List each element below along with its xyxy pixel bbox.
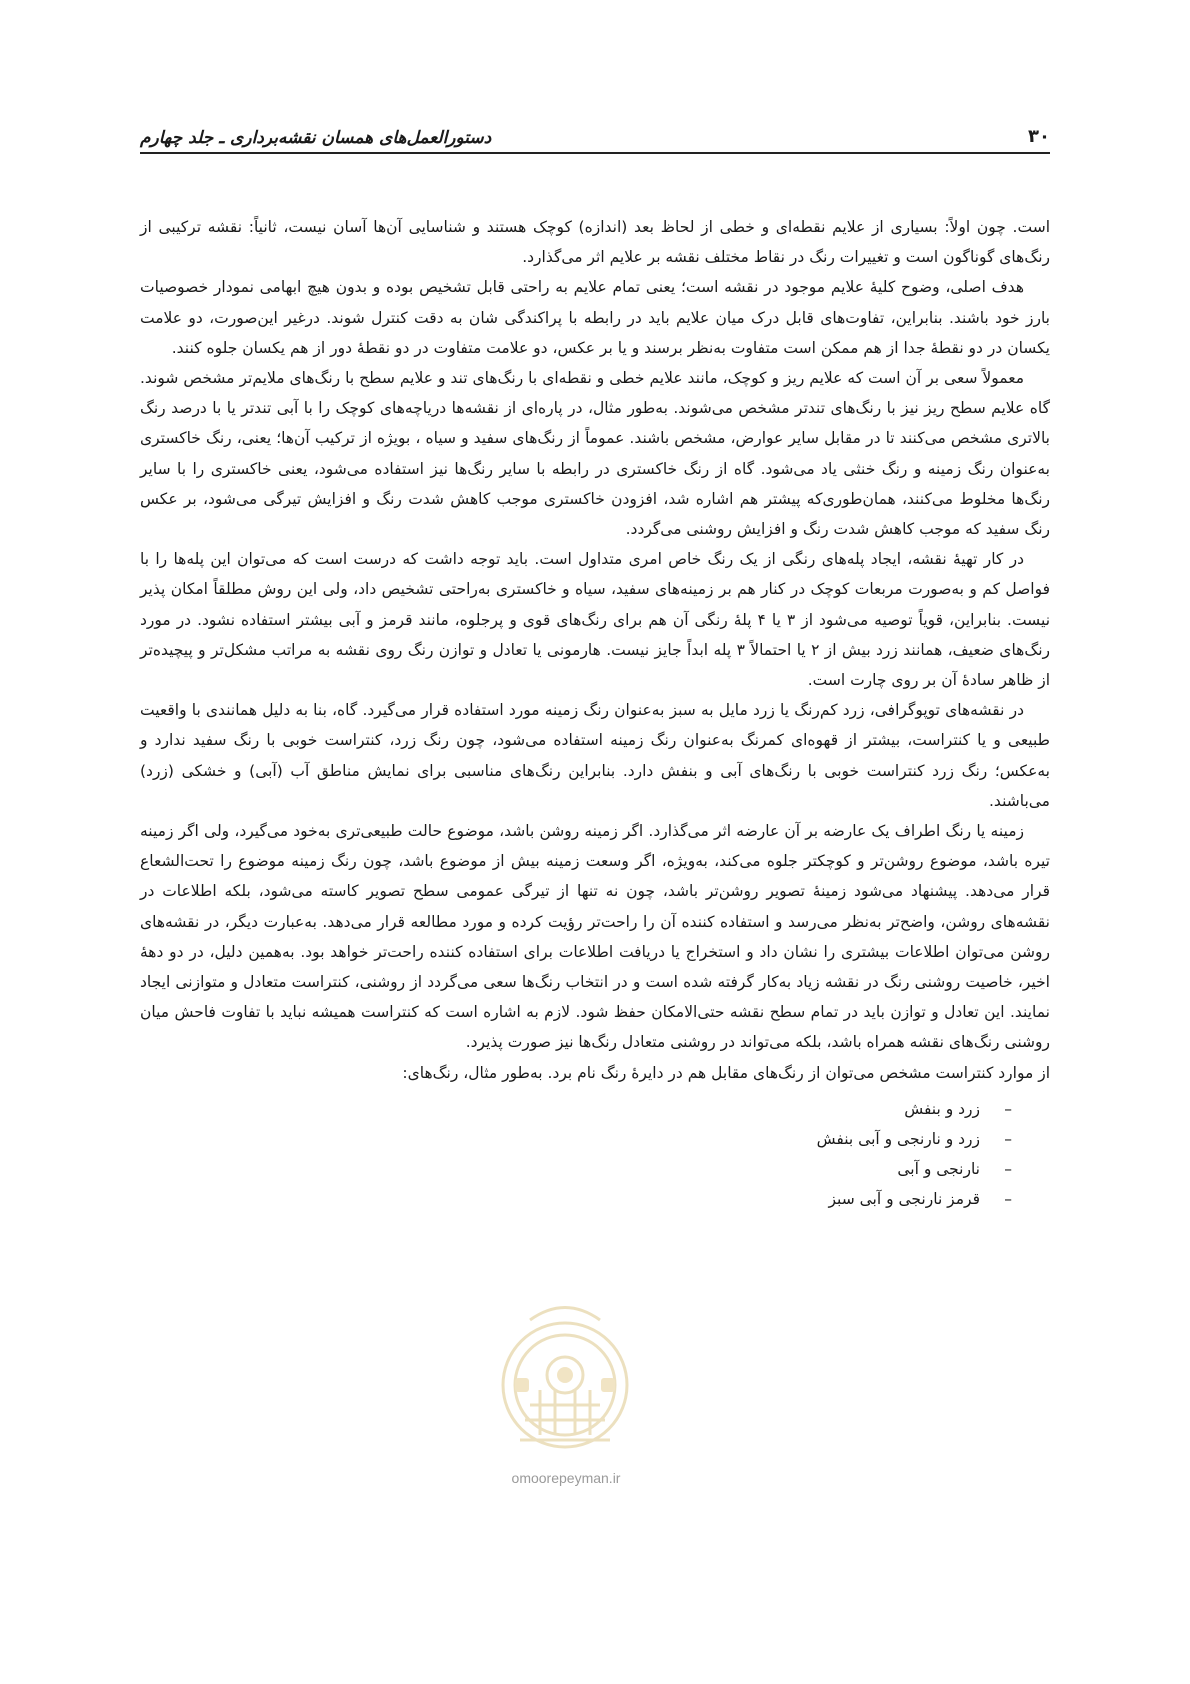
list-item-text: نارنجی و آبی — [897, 1159, 980, 1178]
list-item — [140, 1124, 1012, 1154]
list-dash: – — [1004, 1159, 1012, 1178]
list-item — [140, 1094, 1012, 1124]
list-item — [140, 1184, 1012, 1214]
paragraph-1: است. چون اولاً: بسیاری از علایم نقطه‌ای و خطی از لحاظ بعد (اندازه) کوچک هستند و شناسایی آن‌ها آسان نیست، ثانیاً: نقشه ترکیبی از رنگ‌های گوناگون است و تغییرات رنگ در نقاط مختلف نقشه بر علایم اثر می‌گذارد. — [140, 218, 1050, 267]
header-divider — [140, 152, 1050, 154]
list-dash: – — [1004, 1099, 1012, 1118]
paragraph-3: معمولاً سعی بر آن است که علایم ریز و کوچک، مانند علایم خطی و نقطه‌ای با رنگ‌های تند و علایم سطح با رنگ‌های ملایم‌تر مشخص شوند. گاه علایم سطح ریز نیز با رنگ‌های تندتر مشخص می‌شوند. به‌طور مثال، در پاره‌ای از نقشه‌ها دریاچه‌های کوچک را با آبی تندتر یا با درصد رنگ بالاتری مشخص می‌کنند تا در مقابل سایر عوارض، مشخص باشند. عموماً از رنگ‌های سفید و سیاه ، بویژه از ترکیب آن‌ها؛ یعنی، رنگ خاکستری به‌عنوان رنگ زمینه و رنگ خنثی یاد می‌شود. گاه از رنگ خاکستری در رابطه با سایر رنگ‌ها نیز استفاده می‌شود، یعنی خاکستری را با سایر رنگ‌ها مخلوط می‌کنند، همان‌طوری‌که پیشتر هم اشاره شد، افزودن خاکستری موجب کاهش شدت رنگ و افزایش تیرگی می‌شود، بر عکس رنگ سفید که موجب کاهش شدت رنگ و افزایش روشنی می‌گردد. — [140, 369, 1050, 539]
color-pairs-list — [140, 1094, 1050, 1214]
page-number: ۳۰ — [1028, 126, 1050, 147]
watermark-logo-icon — [490, 1290, 640, 1460]
paragraph-6: زمینه یا رنگ اطراف یک عارضه بر آن عارضه اثر می‌گذارد. اگر زمینه روشن باشد، موضوع حالت طبیعی‌تری به‌خود می‌گیرد، ولی اگر زمینه تیره باشد، موضوع روشن‌تر و کوچکتر جلوه می‌کند، به‌ویژه، اگر وسعت زمینه بیش از موضوع باشد، چون رنگ زمینه موضوع را تحت‌الشعاع قرار می‌دهد. پیشنهاد می‌شود زمینهٔ تصویر روشن‌تر باشد، چون نه تنها از تیرگی عمومی سطح تصویر کاسته می‌شود، بلکه اطلاعات در نقشه‌های روشن، واضح‌تر به‌نظر می‌رسد و استفاده کننده آن را راحت‌تر رؤیت کرده و مورد مطالعه قرار می‌دهد. به‌عبارت دیگر، در نقشه‌های روشن می‌توان اطلاعات بیشتری را نشان داد و استخراج یا دریافت اطلاعات برای استفاده کننده راحت‌تر خواهد بود. به‌همین دلیل، در دو دههٔ اخیر، خاصیت روشنی رنگ در نقشه زیاد به‌کار گرفته شده است و در انتخاب رنگ‌ها سعی می‌گردد از روشنی، کنتراست متعادل و متوازنی ایجاد نمایند. این تعادل و توازن باید در تمام سطح نقشه حتی‌الامکان حفظ شود. لازم به اشاره است که کنتراست همیشه نباید با تفاوت فاحش میان روشنی رنگ‌های نقشه همراه باشد، بلکه می‌تواند در روشنی متعادل رنگ‌ها نیز صورت پذیرد. — [140, 822, 1050, 1052]
paragraph-2: هدف اصلی، وضوح کلیهٔ علایم موجود در نقشه است؛ یعنی تمام علایم به راحتی قابل تشخیص بوده و بدون هیچ ابهامی نمودار خصوصیات بارز خود باشند. بنابراین، تفاوت‌های قابل درک میان علایم باید در رابطه با پراکندگی شان به دقت کنترل شوند. درغیر این‌صورت، دو علامت یکسان در دو نقطهٔ جدا از هم ممکن است متفاوت به‌نظر برسند و یا بر عکس، دو علامت متفاوت در دو نقطهٔ دور از هم یکسان جلوه کنند. — [140, 278, 1050, 357]
paragraph-4: در کار تهیهٔ نقشه، ایجاد پله‌های رنگی از یک رنگ خاص امری متداول است. باید توجه داشت که درست است که می‌توان این پله‌ها را با فواصل کم و به‌صورت مربعات کوچک در کنار هم بر زمینه‌های سفید، سیاه و خاکستری به‌راحتی تشخیص داد، ولی این روش مطلقاً امکان پذیر نیست. بنابراین، قویاً توصیه می‌شود از ۳ یا ۴ پلهٔ رنگی آن هم برای رنگ‌های قوی و پرجلوه، مانند قرمز و آبی بیشتر استفاده نشود. در مورد رنگ‌های ضعیف، همانند زرد بیش از ۲ یا احتمالاً ۳ پله ابداً جایز نیست. هارمونی یا تعادل و توازن رنگ روی نقشه به مراتب مشکل‌تر و پیچیده‌تر از ظاهر سادهٔ آن بر روی چارت است. — [140, 550, 1051, 690]
list-item — [140, 1154, 1012, 1184]
list-dash: – — [1004, 1189, 1012, 1208]
running-title: دستورالعمل‌های همسان نقشه‌برداری ـ جلد چهارم — [140, 128, 492, 148]
watermark-url: omoorepeyman.ir — [511, 1470, 621, 1486]
list-item-text: قرمز نارنجی و آبی سبز — [828, 1189, 980, 1208]
paragraph-7: از موارد کنتراست مشخص می‌توان از رنگ‌های مقابل هم در دایرهٔ رنگ نام برد. به‌طور مثال، رنگ‌های: — [402, 1063, 1050, 1082]
list-item-text: زرد و بنفش — [904, 1099, 980, 1118]
list-item-text: زرد و نارنجی و آبی بنفش — [816, 1129, 980, 1148]
body-text — [140, 212, 1050, 1214]
list-dash: – — [1004, 1129, 1012, 1148]
page-header — [140, 120, 1050, 160]
paragraph-5: در نقشه‌های توپوگرافی، زرد کم‌رنگ یا زرد مایل به سبز به‌عنوان رنگ زمینه مورد استفاده قرار می‌گیرد. گاه، بنا به دلیل همانندی با واقعیت طبیعی و یا کنتراست، بیشتر از قهوه‌ای کمرنگ به‌عنوان رنگ زمینه استفاده می‌شود، چون رنگ زرد، کنتراست خوبی با رنگ سفید ندارد و به‌عکس؛ رنگ زرد کنتراست خوبی با رنگ‌های آبی و بنفش دارد. بنابراین رنگ‌های مناسبی برای نمایش مناطق آب (آبی) و خشکی (زرد) می‌باشند. — [140, 701, 1050, 810]
